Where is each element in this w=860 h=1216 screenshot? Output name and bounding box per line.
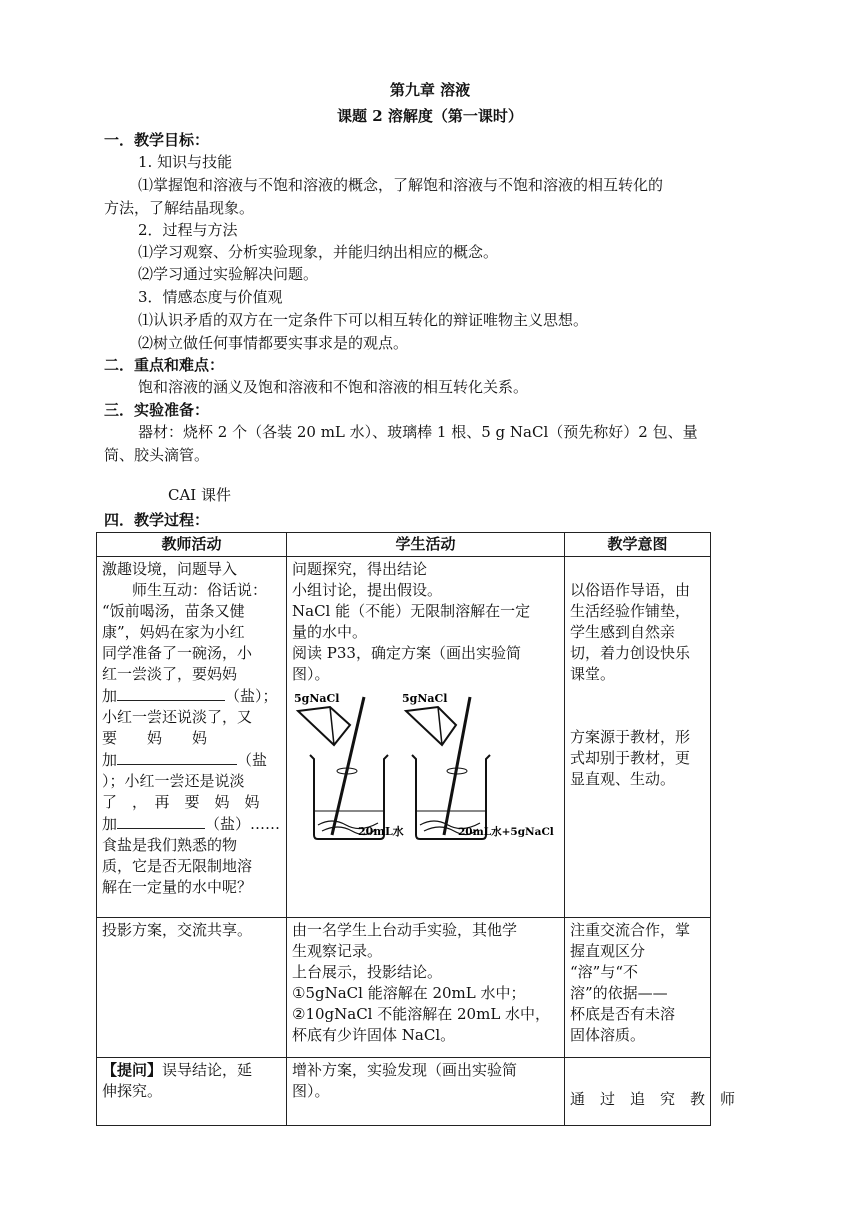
intent-line: “溶”与“不 xyxy=(570,963,639,981)
table-header-row xyxy=(97,533,711,557)
intent-line: 学生感到自然亲 xyxy=(570,623,676,641)
student-line: 小组讨论，提出假设。 xyxy=(292,581,443,599)
teacher-line: 红一尝淡了，要妈妈 xyxy=(102,665,238,683)
preparation-cai: CAI 课件 xyxy=(168,486,232,504)
text: 加 xyxy=(102,751,118,769)
section-keypoints-heading: 二．重点和难点： xyxy=(104,356,225,374)
teacher-line: 激趣设境，问题导入 xyxy=(102,560,238,578)
student-line: 上台展示，投影结论。 xyxy=(292,963,443,981)
student-line: 由一名学生上台动手实验，其他学 xyxy=(292,921,518,939)
intent-line: 生活经验作铺垫， xyxy=(570,602,691,620)
intent-line: 杯底是否有未溶 xyxy=(570,1005,676,1023)
objective-process-1: ⑴学习观察、分析实验现象，并能归纳出相应的概念。 xyxy=(138,243,499,261)
objective-process-title: 2．过程与方法 xyxy=(138,221,238,239)
teaching-intent-cell xyxy=(565,1058,736,1126)
diagram-salt-label-right: 5gNaCl xyxy=(402,692,448,705)
student-activity-cell xyxy=(287,918,565,1058)
teacher-line: 了 ， 再 要 妈 妈 xyxy=(102,793,260,811)
section-process-heading: 四．教学过程： xyxy=(104,511,210,529)
section-objectives-heading: 一．教学目标： xyxy=(104,131,210,149)
spacer xyxy=(570,1060,705,1081)
intent-line: 固体溶质。 xyxy=(570,1026,646,1044)
teacher-line: 要 妈 妈 xyxy=(102,729,208,747)
answer-blank xyxy=(117,685,225,701)
teacher-line: 小红一尝还说淡了，又 xyxy=(102,708,253,726)
text: 误导结论，延 xyxy=(162,1061,253,1079)
objective-knowledge-1: ⑴掌握饱和溶液与不饱和溶液的概念，了解饱和溶液与不饱和溶液的相互转化的 xyxy=(138,176,664,194)
paper-packet-right xyxy=(406,707,456,745)
preparation-materials: 器材：烧杯 2 个（各装 20 mL 水）、玻璃棒 1 根、5 g NaCl（预先称好）2 包、量 xyxy=(138,423,698,441)
teacher-line: 质，它是否无限制地溶 xyxy=(102,857,253,875)
student-line: 生观察记录。 xyxy=(292,942,383,960)
teaching-process-table xyxy=(96,532,736,1126)
teacher-line: 投影方案，交流共享。 xyxy=(102,921,253,939)
teacher-line-blank xyxy=(102,749,281,771)
intent-line: 通 过 追 究 教 师 xyxy=(570,1090,736,1108)
teacher-line: 伸探究。 xyxy=(102,1082,163,1100)
section-preparation-heading: 三．实验准备： xyxy=(104,401,210,419)
teacher-line xyxy=(102,1060,281,1081)
answer-blank xyxy=(117,813,205,829)
student-line: ①5gNaCl 能溶解在 20mL 水中； xyxy=(292,984,526,1002)
table-row xyxy=(97,1058,711,1126)
diagram-beaker-label-left: 20mL水 xyxy=(358,825,404,838)
teaching-intent-cell xyxy=(565,918,711,1058)
teacher-activity-cell xyxy=(97,557,287,918)
question-tag: 【提问】 xyxy=(102,1061,163,1079)
teacher-line: 解在一定量的水中呢？ xyxy=(102,878,253,896)
spacer xyxy=(570,559,705,580)
text: （盐）； xyxy=(225,687,278,705)
teacher-line: “饭前喝汤，苗条又健 xyxy=(102,602,245,620)
table-row xyxy=(97,918,711,1058)
teaching-intent-cell xyxy=(565,557,711,918)
intent-line: 显直观、生动。 xyxy=(570,770,676,788)
answer-blank xyxy=(117,749,237,765)
teacher-activity-cell xyxy=(97,1058,287,1126)
preparation-materials-cont: 筒、胶头滴管。 xyxy=(104,446,210,464)
intent-line: 方案源于教材，形 xyxy=(570,728,691,746)
teacher-line: 康”，妈妈在家为小红 xyxy=(102,623,245,641)
intent-line: 握直观区分 xyxy=(570,942,646,960)
student-activity-cell xyxy=(287,1058,565,1126)
teacher-line-blank xyxy=(102,685,281,707)
chapter-title: 第九章 溶液 xyxy=(389,81,471,99)
diagram-salt-label-left: 5gNaCl xyxy=(294,692,340,705)
teacher-activity-cell xyxy=(97,918,287,1058)
student-line: NaCl 能（不能）无限制溶解在一定 xyxy=(292,602,531,620)
student-line: 增补方案，实验发现（画出实验简 xyxy=(292,1061,518,1079)
student-line: 阅读 P33，确定方案（画出实验简 xyxy=(292,644,521,662)
student-activity-cell xyxy=(287,557,565,918)
student-line: 图）。 xyxy=(292,665,330,683)
student-line: ②10gNaCl 不能溶解在 20mL 水中， xyxy=(292,1005,551,1023)
experiment-diagram xyxy=(292,689,558,844)
teacher-line: 同学准备了一碗汤，小 xyxy=(102,644,253,662)
intent-line: 以俗语作导语，由 xyxy=(570,581,691,599)
objective-process-2: ⑵学习通过实验解决问题。 xyxy=(138,265,319,283)
text: 加 xyxy=(102,687,118,705)
student-line: 问题探究，得出结论 xyxy=(292,560,428,578)
student-line: 图）。 xyxy=(292,1082,330,1100)
text: 加 xyxy=(102,815,118,833)
intent-line: 课堂。 xyxy=(570,665,616,683)
keypoints-text: 饱和溶液的涵义及饱和溶液和不饱和溶液的相互转化关系。 xyxy=(138,378,529,396)
intent-line: 溶”的依据—— xyxy=(570,984,668,1002)
diagram-beaker-label-right: 20mL水+5gNaCl xyxy=(458,826,554,838)
objective-emotion-2: ⑵树立做任何事情都要实事求是的观点。 xyxy=(138,334,409,352)
objective-emotion-title: 3．情感态度与价值观 xyxy=(138,288,283,306)
col-header-intent: 教学意图 xyxy=(565,533,711,557)
objective-emotion-1: ⑴认识矛盾的双方在一定条件下可以相互转化的辩证唯物主义思想。 xyxy=(138,311,589,329)
teacher-line: 食盐是我们熟悉的物 xyxy=(102,836,238,854)
objective-knowledge-title: 1. 知识与技能 xyxy=(138,153,233,171)
lesson-title: 课题 2 溶解度（第一课时） xyxy=(337,107,523,125)
student-line: 量的水中。 xyxy=(292,623,368,641)
table-row xyxy=(97,557,711,918)
intent-line: 注重交流合作，掌 xyxy=(570,921,691,939)
intent-line: 切，着力创设快乐 xyxy=(570,644,691,662)
col-header-student: 学生活动 xyxy=(287,533,565,557)
text: （盐）…… xyxy=(205,815,281,833)
spacer xyxy=(570,706,705,727)
spacer xyxy=(570,685,705,706)
col-header-teacher: 教师活动 xyxy=(97,533,287,557)
student-line: 杯底有少许固体 NaCl。 xyxy=(292,1026,456,1044)
teacher-line-blank xyxy=(102,813,281,835)
intent-line: 式却别于教材，更 xyxy=(570,749,691,767)
teacher-line: ）；小红一尝还是说淡 xyxy=(102,772,245,790)
teacher-line: 师生互动：俗话说： xyxy=(132,581,268,599)
paper-packet-left xyxy=(298,707,350,745)
text: （盐 xyxy=(237,751,268,769)
objective-knowledge-1-cont: 方法，了解结晶现象。 xyxy=(104,199,255,217)
